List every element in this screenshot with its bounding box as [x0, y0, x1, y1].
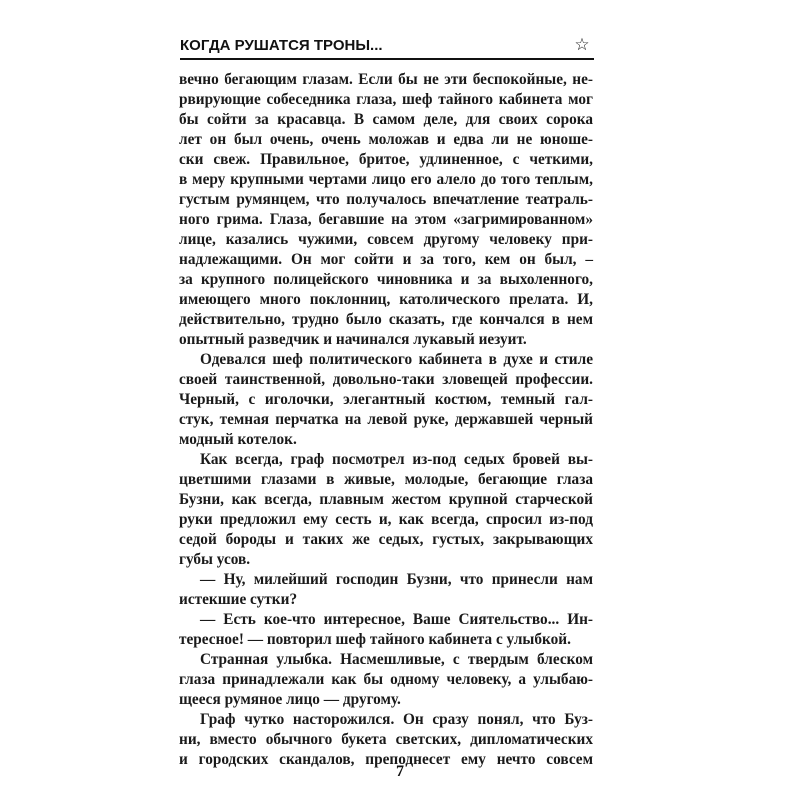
- text-line: вечно бегающим глазам. Если бы не эти беспокойные, не-: [179, 71, 593, 88]
- star-outline-icon: ☆: [574, 35, 590, 55]
- text-line: Черный, с иголочки, элегантный костюм, темный гал-: [179, 391, 593, 408]
- text-line: руки предложил ему сесть и, как всегда, спросил из-под: [179, 511, 593, 528]
- running-header-title: КОГДА РУШАТСЯ ТРОНЫ...: [180, 37, 383, 54]
- paragraph: [179, 70, 593, 350]
- paragraph: [179, 450, 593, 570]
- text-line: имеющего много поклонниц, католического прелата. И,: [179, 291, 593, 308]
- text-line: лице, казались чужими, совсем другому человеку при-: [179, 231, 593, 248]
- text-line: седой бороды и таких же седых, густых, закрывающих: [179, 531, 593, 548]
- text-line: Одевался шеф политического кабинета в духе и стиле: [200, 351, 593, 368]
- text-line: щееся румяное лицо — другому.: [179, 691, 401, 708]
- text-line: истекшие сутки?: [179, 591, 298, 608]
- text-line: густым румянцем, что получалось впечатление театраль-: [179, 191, 593, 208]
- text-line: Странная улыбка. Насмешливые, с твердым блеском: [200, 651, 593, 668]
- text-line: бы сойти за красавца. В самом деле, для своих сорока: [179, 111, 593, 128]
- paragraph: [179, 350, 593, 450]
- paragraph: [179, 570, 593, 610]
- paragraph: [179, 610, 593, 650]
- paragraph: [179, 710, 593, 770]
- paragraph: [179, 650, 593, 710]
- text-line: лет он был очень, очень моложав и едва ли не юноше-: [179, 131, 593, 148]
- text-line: своей таинственной, довольно-таки зловещей профессии.: [179, 371, 593, 388]
- text-line: ски свеж. Правильное, бритое, удлиненное, с четкими,: [179, 151, 593, 168]
- running-header: [180, 34, 594, 60]
- text-line: Бузни, как всегда, плавным жестом крупной старческой: [179, 491, 593, 508]
- text-line: модный котелок.: [179, 431, 297, 448]
- text-line: тересное! — повторил шеф тайного кабинета с улыбкой.: [179, 631, 571, 648]
- text-line: ного грима. Глаза, бегавшие на этом «загримированном»: [179, 211, 593, 228]
- page-number: 7: [396, 763, 404, 780]
- text-line: надлежащими. Он мог сойти и за того, кем он был, –: [179, 251, 593, 268]
- text-line: в меру крупными чертами лицо его алело до того теплым,: [179, 171, 593, 188]
- body-text: [179, 70, 593, 770]
- text-line: опытный разведчик и начинался лукавый иезуит.: [179, 331, 527, 348]
- text-line: цветшими глазами в живые, молодые, бегающие глаза: [179, 471, 593, 488]
- text-line: действительно, трудно было сказать, где кончался в нем: [179, 311, 593, 328]
- text-line: ни, вместо обычного букета светских, дипломатических: [179, 731, 593, 748]
- text-line: стук, темная перчатка на левой руке, державшей черный: [179, 411, 593, 428]
- text-line: губы усов.: [179, 551, 251, 568]
- text-line: — Ну, милейший господин Бузни, что принесли нам: [200, 571, 593, 588]
- text-line: глаза принадлежали как бы одному человеку, а улыбаю-: [179, 671, 593, 688]
- text-line: рвирующие собеседника глаза, шеф тайного кабинета мог: [179, 91, 593, 108]
- text-line: и городских скандалов, преподнесет ему нечто совсем: [179, 751, 593, 768]
- text-line: — Есть кое-что интересное, Ваше Сиятельство... Ин-: [200, 611, 593, 628]
- text-line: Как всегда, граф посмотрел из-под седых бровей вы-: [200, 451, 593, 468]
- text-line: Граф чутко насторожился. Он сразу понял, что Буз-: [200, 711, 593, 728]
- text-line: за крупного полицейского чиновника и за выхоленного,: [179, 271, 593, 288]
